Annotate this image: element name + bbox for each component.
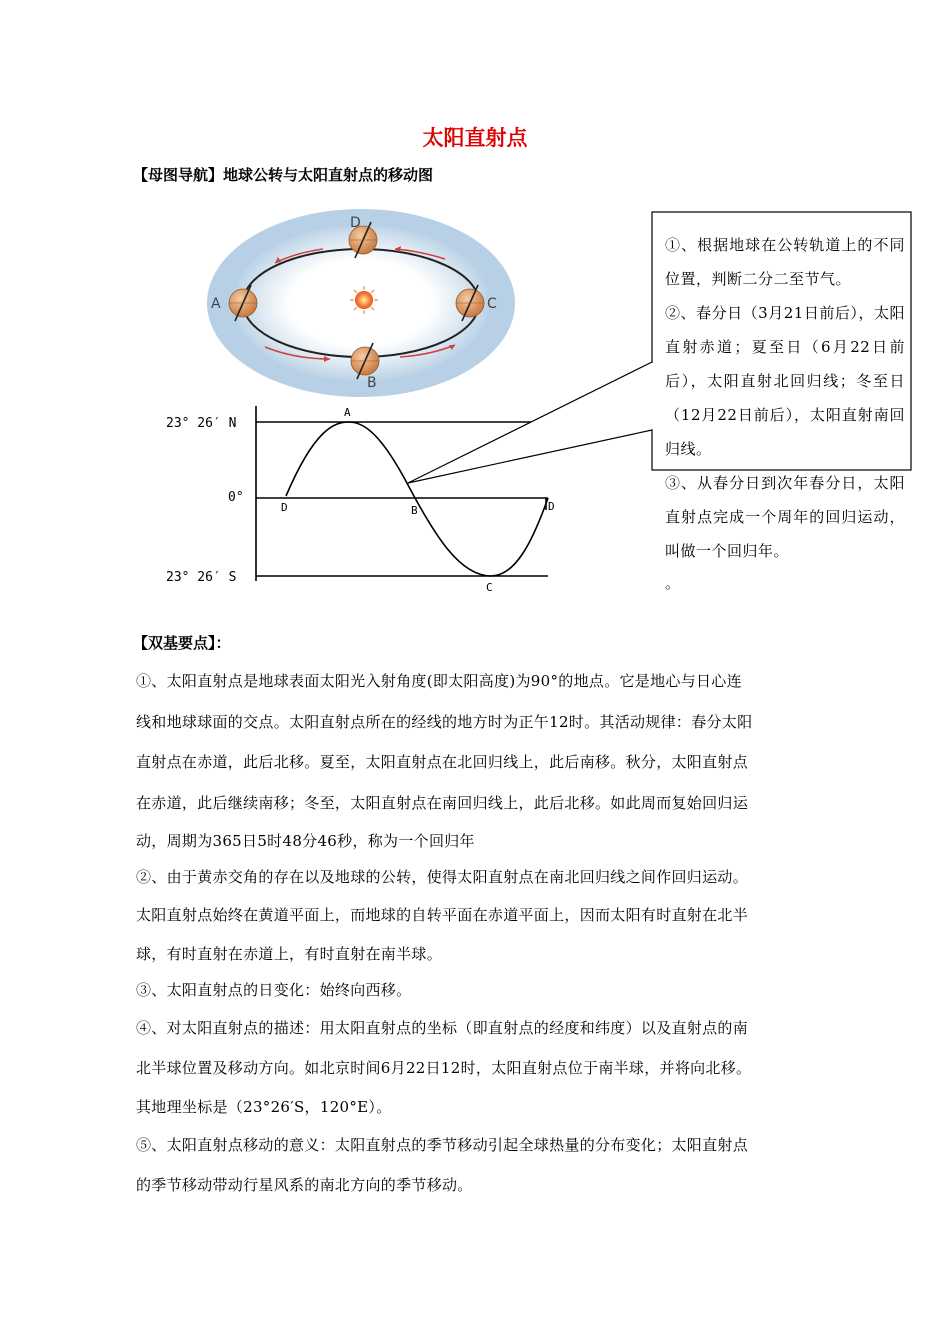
- point-label-a: A: [344, 406, 351, 419]
- paragraph-line: 太阳直射点始终在黄道平面上，而地球的自转平面在赤道平面上，因而太阳有时直射在北半: [136, 906, 749, 924]
- point-label-d-start: D: [281, 501, 288, 514]
- paragraph-line: 北半球位置及移动方向。如北京时间6月22日12时，太阳直射点位于南半球，并将向北移。: [136, 1059, 752, 1077]
- point-label-c: C: [486, 581, 493, 594]
- paragraph-line: 的季节移动带动行星风系的南北方向的季节移动。: [136, 1176, 473, 1194]
- paragraph-line: 直射点在赤道，此后北移。夏至，太阳直射点在北回归线上，此后南移。秋分，太阳直射点: [136, 753, 749, 771]
- paragraph-line: 动，周期为365日5时48分46秒，称为一个回归年: [136, 832, 475, 850]
- orbit-label-d: D: [350, 215, 361, 231]
- key-points-body: [136, 661, 826, 1206]
- callout-line-3: ③、从春分日到次年春分日，太阳直射点完成一个周年的回归运动，叫做一个回归年。: [665, 474, 905, 560]
- section-heading-diagram: 【母图导航】地球公转与太阳直射点的移动图: [133, 166, 434, 184]
- callout-line-4: 。: [665, 574, 681, 592]
- label-23-26-south: 23° 26′ S: [166, 570, 237, 585]
- paragraph-line: ④、对太阳直射点的描述：用太阳直射点的坐标（即直射点的经度和纬度）以及直射点的南: [136, 1018, 749, 1037]
- orbit-label-c: C: [487, 296, 497, 312]
- paragraph-line: ①、太阳直射点是地球表面太阳光入射角度(即太阳高度)为90°的地点。它是地心与日心连: [136, 672, 742, 690]
- label-23-26-north: 23° 26′ N: [166, 416, 237, 431]
- paragraph-line: ⑤、太阳直射点移动的意义：太阳直射点的季节移动引起全球热量的分布变化；太阳直射点: [136, 1135, 749, 1154]
- callout-line-1: ①、根据地球在公转轨道上的不同位置，判断二分二至节气。: [665, 236, 905, 288]
- paragraph-line: 其地理坐标是（23°26′S，120°E）。: [136, 1097, 392, 1116]
- paragraph-line: 球，有时直射在赤道上，有时直射在南半球。: [136, 944, 443, 963]
- callout-line-2: ②、春分日（3月21日前后），太阳直射赤道；夏至日（6月22日前后），太阳直射北回归线；冬至日（12月22日前后），太阳直射南回归线。: [665, 304, 905, 458]
- paragraph-line: ②、由于黄赤交角的存在以及地球的公转，使得太阳直射点在南北回归线之间作回归运动。: [136, 868, 749, 886]
- paragraph-line: 在赤道，此后继续南移；冬至，太阳直射点在南回归线上，此后北移。如此周而复始回归运: [136, 793, 749, 812]
- label-equator: 0°: [228, 490, 244, 505]
- orbit-label-a: A: [211, 296, 221, 312]
- page-title: 太阳直射点: [422, 126, 528, 150]
- point-label-b: B: [411, 504, 418, 517]
- point-label-d-end: D: [548, 500, 555, 513]
- paragraph-line: ③、太阳直射点的日变化：始终向西移。: [136, 980, 412, 999]
- section-heading-key-points: 【双基要点】：: [133, 634, 231, 652]
- callout-pointer: [408, 362, 652, 483]
- callout-text: [665, 228, 905, 600]
- orbit-label-b: B: [367, 375, 377, 391]
- paragraph-line: 线和地球球面的交点。太阳直射点所在的经线的地方时为正午12时。其活动规律：春分太阳: [136, 712, 753, 731]
